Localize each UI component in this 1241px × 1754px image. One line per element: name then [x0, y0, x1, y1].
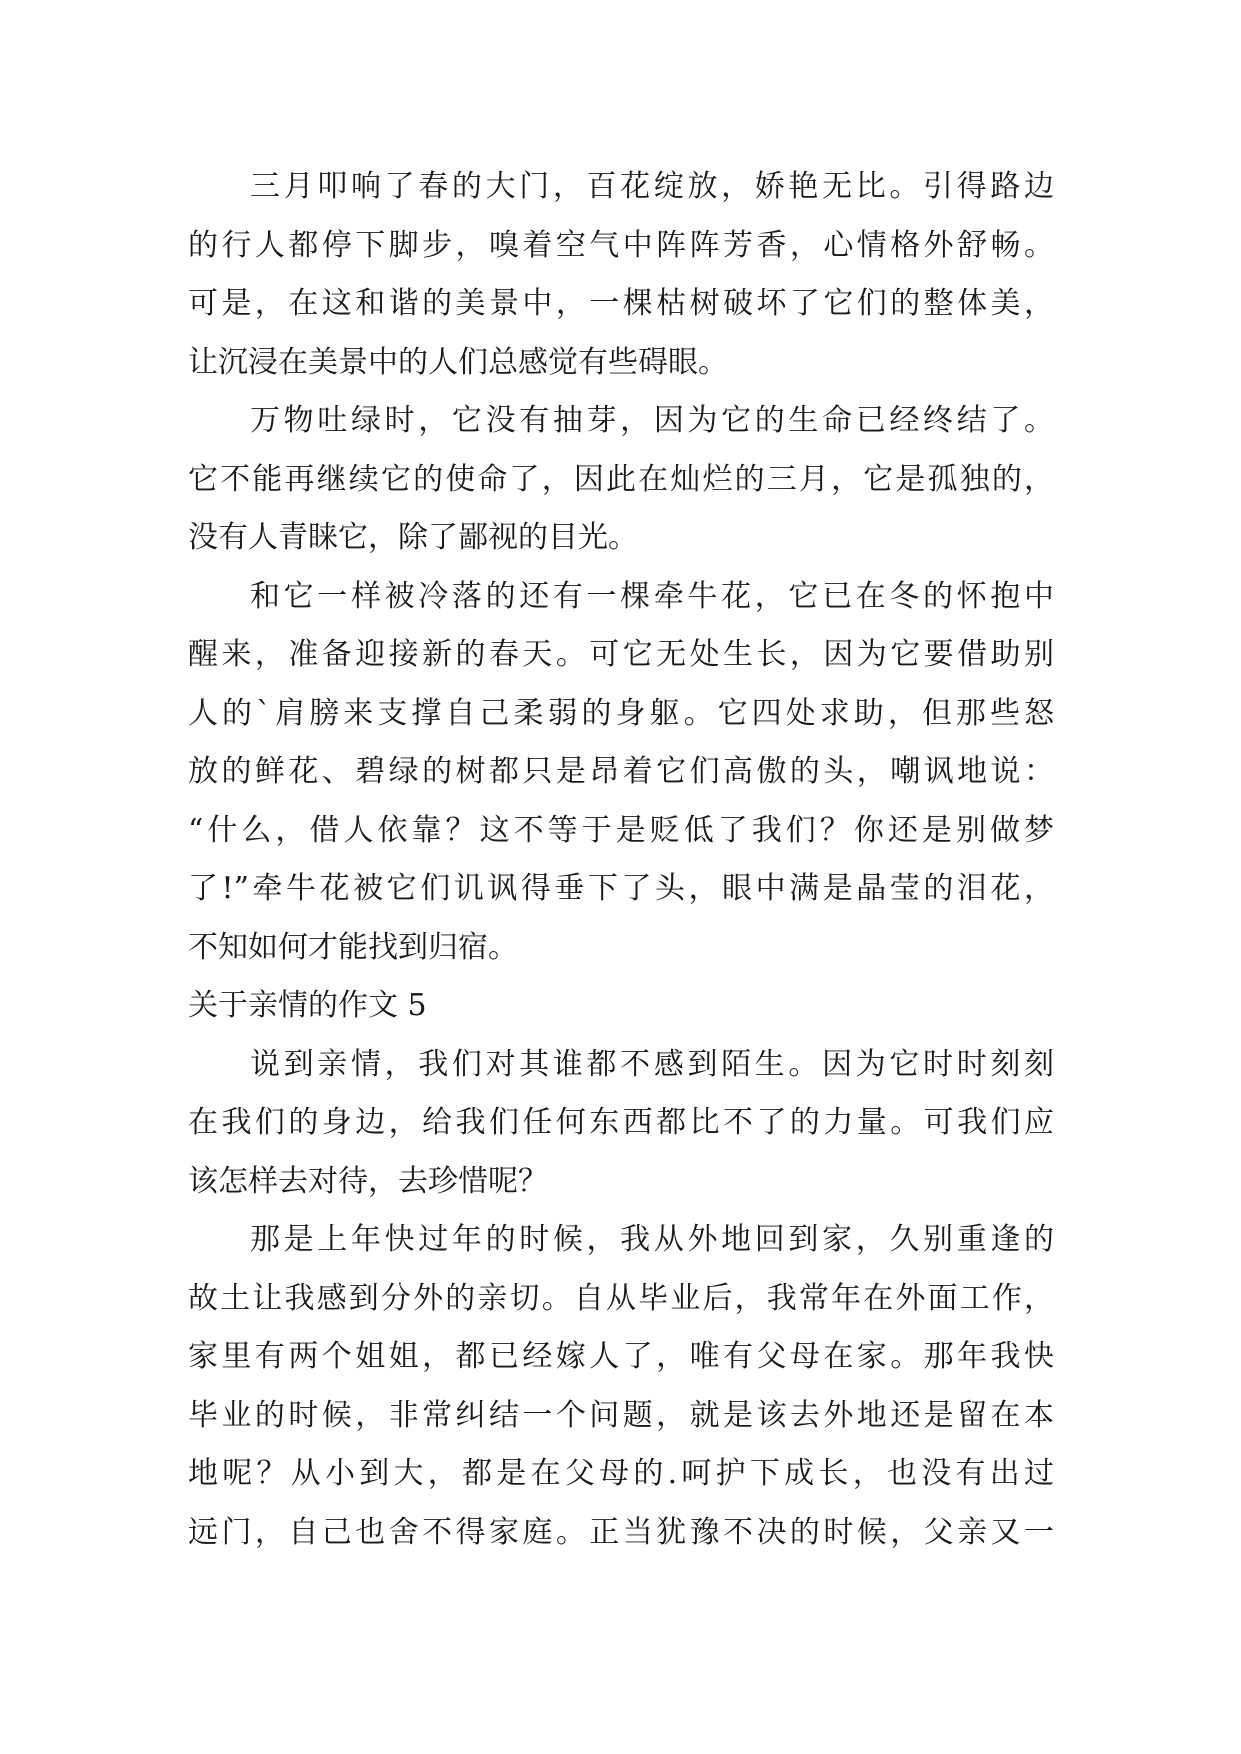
heading-text: 关于亲情的作文 5 [188, 988, 427, 1023]
paragraph-4 [188, 1036, 1054, 1212]
text-line: 地呢？从小到大，都是在父母的.呵护下成长，也没有出过 [188, 1456, 1054, 1491]
text-line: 三月叩响了春的大门，百花绽放，娇艳无比。引得路边 [250, 169, 1054, 204]
text-line: 说到亲情，我们对其谁都不感到陌生。因为它时时刻刻 [250, 1046, 1054, 1082]
text-line: 它不能再继续它的使命了，因此在灿烂的三月，它是孤独的， [188, 461, 1054, 497]
text-line: 和它一样被冷落的还有一棵牵牛花，它已在冬的怀抱中 [250, 578, 1054, 614]
text-line: 那是上年快过年的时候，我从外地回到家，久别重逢的 [250, 1222, 1054, 1257]
paragraph-5 [188, 1211, 1054, 1562]
paragraph-3 [188, 568, 1054, 978]
text-line: 不知如何才能找到归宿。 [188, 929, 518, 965]
text-line: “什么，借人依靠？这不等于是贬低了我们？你还是别做梦 [188, 812, 1054, 848]
text-line: 在我们的身边，给我们任何东西都比不了的力量。可我们应 [188, 1105, 1054, 1140]
text-line: 该怎样去对待，去珍惜呢？ [188, 1163, 548, 1199]
text-line: 家里有两个姐姐，都已经嫁人了，唯有父母在家。那年我快 [188, 1339, 1054, 1374]
document-page [188, 158, 1054, 1562]
text-line: 醒来，准备迎接新的春天。可它无处生长，因为它要借助别 [188, 637, 1054, 672]
text-line: 让沉浸在美景中的人们总感觉有些碍眼。 [188, 344, 728, 380]
text-line: 没有人青睐它，除了鄙视的目光。 [188, 520, 638, 555]
text-line: 的行人都停下脚步，嗅着空气中阵阵芳香，心情格外舒畅。 [188, 227, 1054, 263]
text-line: 人的`肩膀来支撑自己柔弱的身躯。它四处求助，但那些怒 [188, 695, 1054, 731]
text-line: 毕业的时候，非常纠结一个问题，就是该去外地还是留在本 [188, 1397, 1054, 1433]
text-line: 故土让我感到分外的亲切。自从毕业后，我常年在外面工作， [188, 1280, 1054, 1316]
paragraph-2 [188, 392, 1054, 568]
text-line: 远门，自己也舍不得家庭。正当犹豫不决的时候，父亲又一 [188, 1514, 1054, 1550]
text-line: 了!”牵牛花被它们讥讽得垂下了头，眼中满是晶莹的泪花， [188, 871, 1054, 906]
text-line: 放的鲜花、碧绿的树都只是昂着它们高傲的头，嘲讽地说： [188, 754, 1054, 789]
paragraph-1 [188, 158, 1054, 392]
text-line: 万物吐绿时，它没有抽芽，因为它的生命已经终结了。 [250, 403, 1054, 438]
text-line: 可是，在这和谐的美景中，一棵枯树破坏了它们的整体美， [188, 286, 1054, 321]
section-heading [188, 977, 1054, 1036]
